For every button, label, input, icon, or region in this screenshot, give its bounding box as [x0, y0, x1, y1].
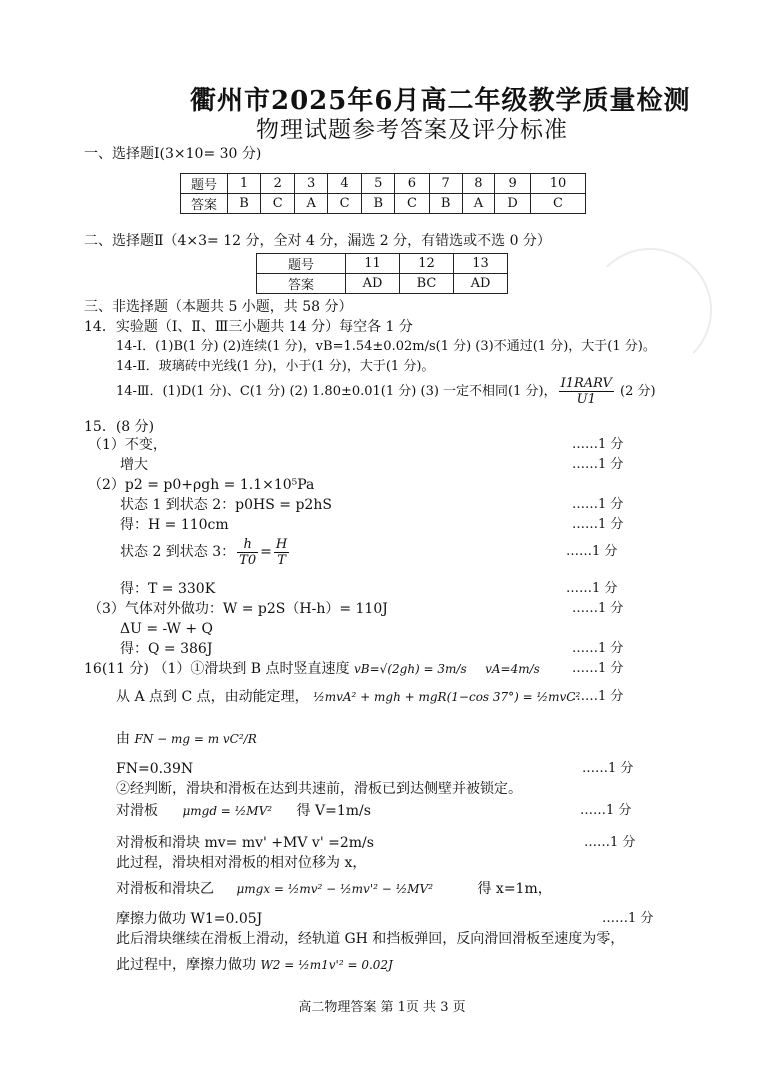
table-cell: 2 [261, 174, 295, 194]
score-label: ……1 分 [572, 517, 624, 532]
q16-math: W2 = ½m1v'² = 0.02J [260, 958, 393, 972]
table-cell: B [429, 194, 462, 214]
q15-fraction [237, 537, 258, 568]
q16-line-text: 对滑板 [116, 803, 158, 819]
q15-heading: 15．(8 分) [84, 419, 155, 435]
table-cell: 1 [228, 174, 261, 194]
table-cell: 8 [462, 174, 495, 194]
table-cell: D [495, 194, 531, 214]
fraction-denominator: U1 [576, 392, 596, 407]
q15-line: 状态 1 到状态 2：p0HS = p2hS [120, 497, 332, 513]
table-cell: A [462, 194, 495, 214]
q16-result: 得 V=1m/s [296, 803, 371, 819]
q16-line: FN=0.39N [116, 761, 194, 777]
table-cell: 10 [531, 174, 586, 194]
score-label: ……1 分 [572, 641, 624, 656]
table-cell: AD [453, 274, 507, 294]
q14-part3 [116, 375, 656, 409]
score-label: ……1 分 [584, 835, 636, 850]
q15-line-text: 状态 2 到状态 3： [120, 544, 236, 560]
score-label: ……1 分 [572, 689, 624, 704]
page-footer: 高二物理答案 第 1页 共 3 页 [298, 1000, 466, 1015]
q15-line: （3）气体对外做功：W = p2S（H-h）= 110J [88, 601, 388, 617]
q15-line: 得：H = 110cm [120, 517, 229, 533]
q14-fraction [559, 376, 614, 407]
q15-line: 得：Q = 386J [120, 641, 213, 657]
q16-line-text: 对滑板和滑块乙 [116, 881, 214, 897]
q15-line: 增大 [120, 457, 148, 473]
score-label: ……1 分 [566, 581, 618, 596]
score-label: ……1 分 [582, 761, 634, 776]
table-cell: 5 [362, 174, 395, 194]
page-title: 衢州市2025年6月高二年级教学质量检测 [190, 86, 691, 116]
fraction-denominator: T [277, 552, 286, 568]
q16-line: 摩擦力做功 W1=0.05J [116, 911, 263, 927]
table-cell: 3 [295, 174, 328, 194]
q15-line [120, 534, 291, 570]
score-label: ……1 分 [572, 457, 624, 472]
q16-line: ②经判断，滑块和滑板在达到共速前，滑板已到达侧壁并被锁定。 [116, 781, 522, 797]
score-label: ……1 分 [572, 437, 624, 452]
section3-heading: 三、非选择题（本题共 5 小题，共 58 分） [84, 299, 353, 315]
table-cell: 7 [429, 174, 462, 194]
q15-line: （2）p2 = p0+ρgh = 1.1×10⁵Pa [88, 477, 315, 493]
q16-math: ½mvA² + mgh + mgR(1−cos 37°) = ½mvC² [313, 690, 581, 704]
q16-line [116, 688, 580, 706]
table-cell: 6 [395, 174, 429, 194]
q16-line-text: 由 [116, 731, 130, 747]
q16-line: 此后滑块继续在滑板上滑动，经轨道 GH 和挡板弹回，反向滑回滑板至速度为零， [116, 931, 625, 947]
table-row [257, 254, 508, 274]
q14-part3-score: (2 分) [615, 384, 656, 399]
table-cell: BC [400, 274, 454, 294]
equals-sign: = [260, 544, 272, 560]
q16-line-text: 16(11 分) （1）①滑块到 B 点时竖直速度 [84, 661, 350, 677]
table-cell: C [531, 194, 586, 214]
table-cell: 12 [400, 254, 454, 274]
q16-line [116, 956, 393, 974]
q16-math: FN − mg = m vC²/R [134, 732, 257, 746]
table-cell: 11 [346, 254, 400, 274]
table-row [181, 194, 586, 214]
q16-result: 得 x=1m， [477, 881, 552, 897]
q15-line: ΔU = -W + Q [120, 621, 214, 637]
score-label: ……1 分 [572, 601, 624, 616]
row-label: 题号 [257, 254, 346, 274]
section2-heading: 二、选择题Ⅱ（4×3= 12 分，全对 4 分，漏选 2 分，有错选或不选 0 分） [84, 233, 551, 249]
q16-line [84, 660, 540, 678]
q16-line [116, 730, 257, 748]
q16-line-text: 此过程中，摩擦力做功 [116, 957, 256, 973]
q15-line: 得：T = 330K [120, 581, 216, 597]
q16-math: μmgd = ½MV² [182, 804, 273, 818]
q16-math: vB=√(2gh) = 3m/s [354, 662, 467, 676]
fraction-numerator: H [275, 536, 288, 552]
table-cell: C [327, 194, 361, 214]
q14-part1: 14-Ⅰ．(1)B(1 分) (2)连续(1 分)，vB=1.54±0.02m/s(1 分) (3)不通过(1 分)，大于(1 分)。 [116, 339, 656, 354]
q16-math: vA=4m/s [485, 662, 540, 676]
q16-line: 此过程，滑块相对滑板的相对位移为 x， [116, 855, 367, 871]
table-cell: 13 [453, 254, 507, 274]
table-row [257, 274, 508, 294]
section1-heading: 一、选择题Ⅰ(3×10= 30 分) [84, 146, 262, 162]
fraction-denominator: T0 [239, 552, 257, 568]
score-label: ……1 分 [572, 497, 624, 512]
q16-line-text: 从 A 点到 C 点，由动能定理， [116, 689, 309, 705]
q15-line: （1）不变， [88, 437, 167, 453]
row-label: 答案 [181, 194, 228, 214]
table-cell: C [395, 194, 429, 214]
table-cell: A [295, 194, 328, 214]
table-row [181, 174, 586, 194]
table-cell: 9 [495, 174, 531, 194]
table-cell: C [261, 194, 295, 214]
q14-part3-text: 14-Ⅲ．(1)D(1 分)、C(1 分) (2) 1.80±0.01(1 分) (3) 一定不相同(1 分)， [116, 384, 557, 399]
row-label: 题号 [181, 174, 228, 194]
section2-answer-table [256, 253, 508, 294]
score-label: ……1 分 [602, 911, 654, 926]
score-label: ……1 分 [566, 544, 618, 559]
table-cell: AD [346, 274, 400, 294]
table-cell: 4 [327, 174, 361, 194]
table-cell: B [228, 194, 261, 214]
table-cell: B [362, 194, 395, 214]
fraction-numerator: h [237, 537, 258, 553]
page-subtitle: 物理试题参考答案及评分标准 [256, 117, 568, 143]
row-label: 答案 [257, 274, 346, 294]
score-label: ……1 分 [572, 661, 624, 676]
q14-intro: 14．实验题（Ⅰ、Ⅱ、Ⅲ三小题共 14 分）每空各 1 分 [84, 319, 413, 335]
section1-answer-table [180, 173, 586, 214]
q16-line [116, 802, 371, 820]
q15-fraction [274, 537, 289, 568]
fraction-numerator: I1RARV [560, 376, 612, 391]
q16-line [116, 880, 552, 898]
score-label: ……1 分 [580, 803, 632, 818]
q16-math: μmgx = ½mv² − ½mv'² − ½MV² [236, 882, 434, 896]
q14-part2: 14-Ⅱ．玻璃砖中光线(1 分)，小于(1 分)，大于(1 分)。 [116, 359, 435, 374]
q16-line: 对滑板和滑块 mv= mv' +MV v' =2m/s [116, 835, 374, 851]
